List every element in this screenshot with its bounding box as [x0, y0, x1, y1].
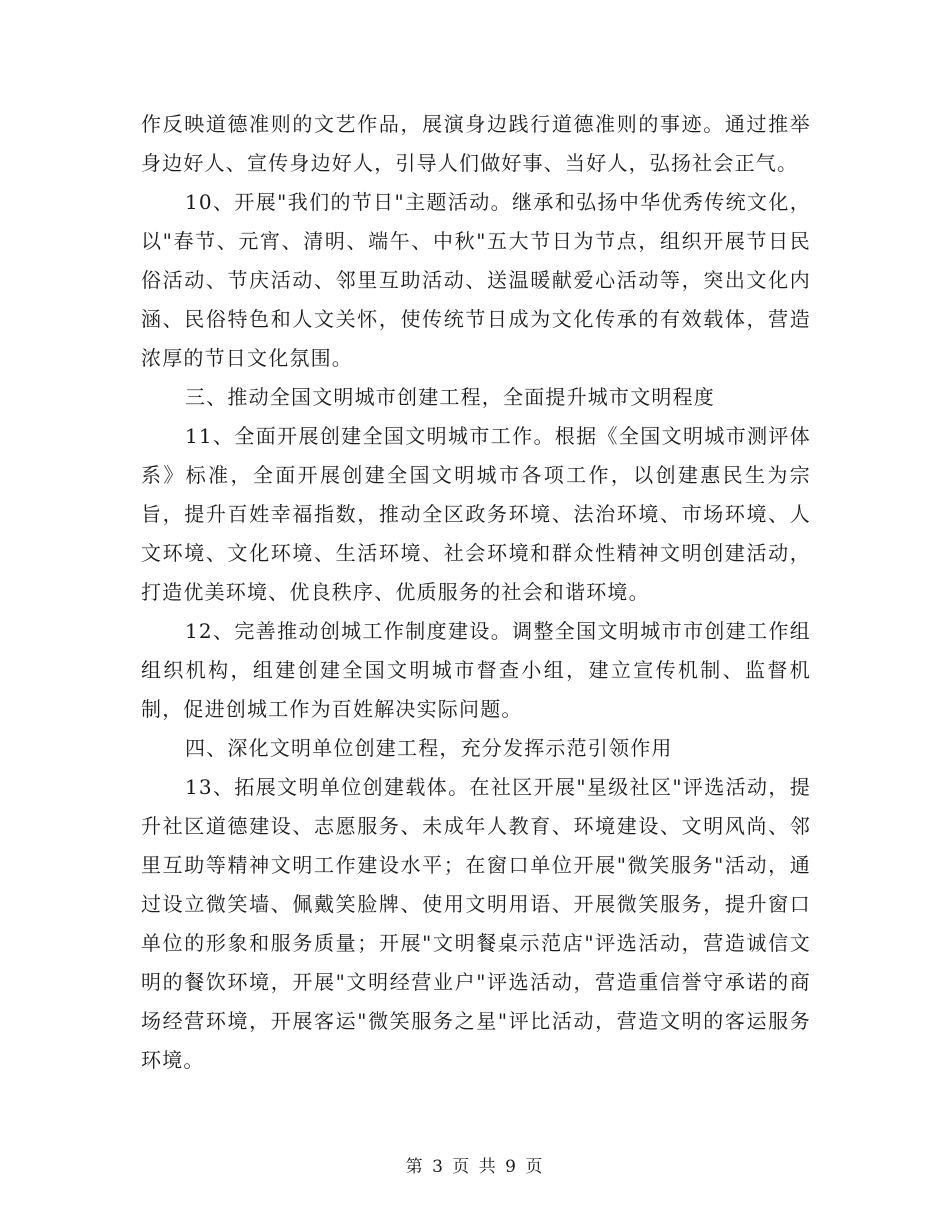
section-heading: 三、推动全国文明城市创建工程，全面提升城市文明程度: [185, 385, 715, 409]
paragraph: 作反映道德准则的文艺作品，展演身边践行道德准则的事迹。通过推举身边好人、宣传身边好人，引导人们做好事、当好人，弘扬社会正气。: [141, 112, 811, 175]
page-footer: 第 3 页 共 9 页: [405, 1157, 545, 1177]
section-heading: 四、深化文明单位创建工程，充分发挥示范引领作用: [185, 736, 673, 760]
paragraph: 11、全面开展创建全国文明城市工作。根据《全国文明城市测评体系》标准，全面开展创建全国文明城市各项工作，以创建惠民生为宗旨，提升百姓幸福指数，推动全区政务环境、法治环境、市场环境、人文环境、文化环境、生活环境、社会环境和群众性精神文明创建活动，打造优美环境、优良秩序、优质服务的社会和谐环境。: [141, 424, 811, 604]
paragraph: 10、开展"我们的节日"主题活动。继承和弘扬中华优秀传统文化，以"春节、元宵、清明、端午、中秋"五大节日为节点，组织开展节日民俗活动、节庆活动、邻里互助活动、送温暖献爱心活动等，突出文化内涵、民俗特色和人文关怀，使传统节日成为文化传承的有效载体，营造浓厚的节日文化氛围。: [141, 190, 811, 370]
paragraph: 12、完善推动创城工作制度建设。调整全国文明城市市创建工作组组织机构，组建创建全国文明城市督查小组，建立宣传机制、监督机制，促进创城工作为百姓解决实际问题。: [141, 619, 811, 721]
document-body: [141, 105, 811, 1080]
paragraph: 13、拓展文明单位创建载体。在社区开展"星级社区"评选活动，提升社区道德建设、志愿服务、未成年人教育、环境建设、文明风尚、邻里互助等精神文明工作建设水平；在窗口单位开展"微笑服务"活动，通过设立微笑墙、佩戴笑脸牌、使用文明用语、开展微笑服务，提升窗口单位的形象和服务质量；开展"文明餐桌示范店"评选活动，营造诚信文明的餐饮环境，开展"文明经营业户"评选活动，营造重信誉守承诺的商场经营环境，开展客运"微笑服务之星"评比活动，营造文明的客运服务环境。: [141, 775, 811, 1072]
